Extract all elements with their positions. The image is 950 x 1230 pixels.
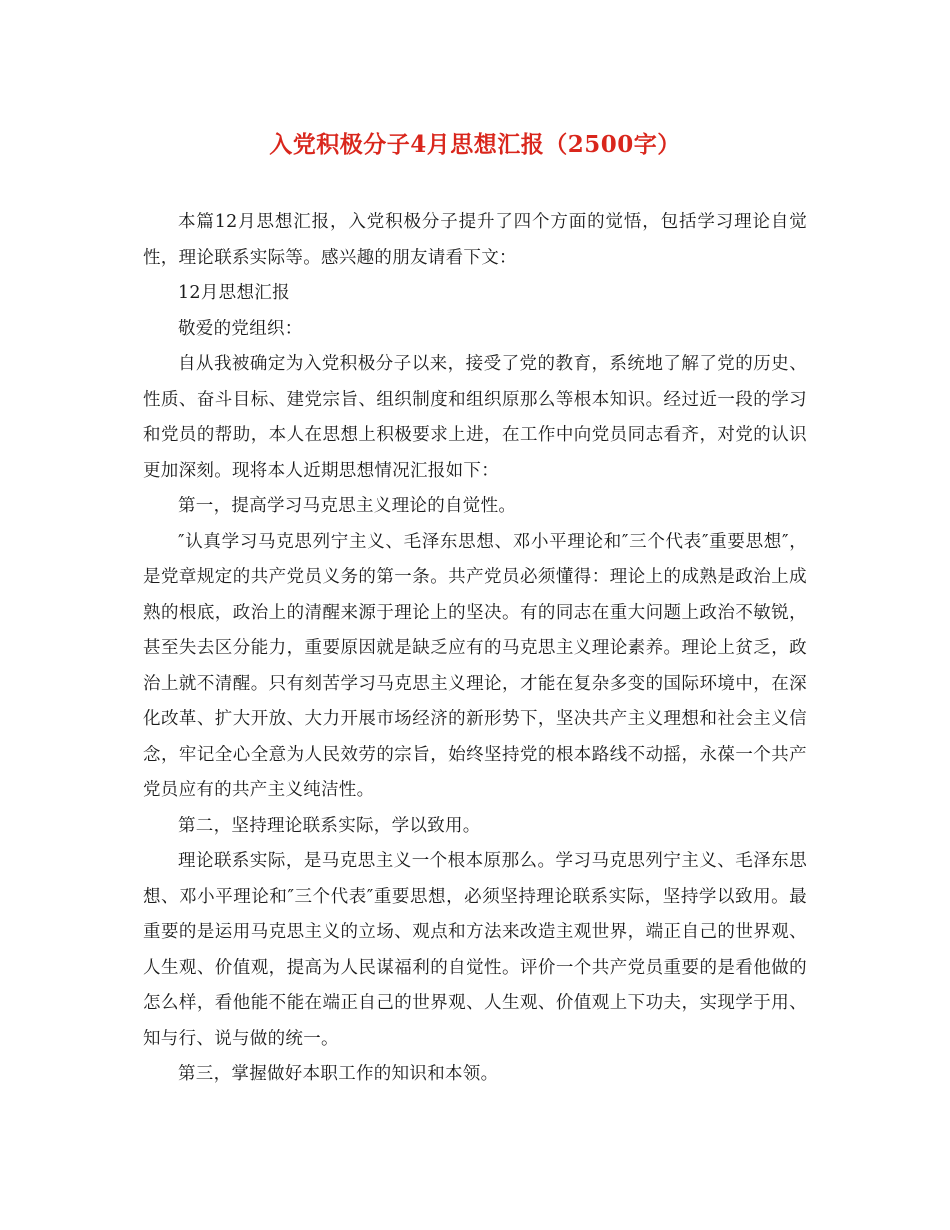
point-one-heading: 第一，提高学习马克思主义理论的自觉性。 <box>178 496 517 516</box>
intro-paragraph: 本篇12月思想汇报，入党积极分子提升了四个方面的觉悟，包括学习理论自觉性，理论联系实际等。感兴趣的朋友请看下文： <box>143 212 807 268</box>
point-two-paragraph: 理论联系实际，是马克思主义一个根本原那么。学习马克思列宁主义、毛泽东思想、邓小平理论和″三个代表″重要思想，必须坚持理论联系实际，坚持学以致用。最重要的是运用马克思主义的立场、观点和方法来改造主观世界，端正自己的世界观、人生观、价值观，提高为人民谋福利的自觉性。评价一个共产党员重要的是看他做的怎么样，看他能不能在端正自己的世界观、人生观、价值观上下功夫，实现学于用、知与行、说与做的统一。 <box>143 851 807 1049</box>
point-two-heading: 第二，坚持理论联系实际，学以致用。 <box>178 815 481 836</box>
salutation: 敬爱的党组织： <box>178 318 303 339</box>
report-heading: 12月思想汇报 <box>178 283 290 303</box>
opening-paragraph: 自从我被确定为入党积极分子以来，接受了党的教育，系统地了解了党的历史、性质、奋斗目标、建党宗旨、组织制度和组织原那么等根本知识。经过近一段的学习和党员的帮助，本人在思想上积极要求上进，在工作中向党员同志看齐，对党的认识更加深刻。现将本人近期思想情况汇报如下： <box>143 354 807 481</box>
point-one-paragraph: ″认真学习马克思列宁主义、毛泽东思想、邓小平理论和″三个代表″重要思想″，是党章规定的共产党员义务的第一条。共产党员必须懂得：理论上的成熟是政治上成熟的根底，政治上的清醒来源于理论上的坚决。有的同志在重大问题上政治不敏锐，甚至失去区分能力，重要原因就是缺乏应有的马克思主义理论素养。理论上贫乏，政治上就不清醒。只有刻苦学习马克思主义理论，才能在复杂多变的国际环境中，在深化改革、扩大开放、大力开展市场经济的新形势下，坚决共产主义理想和社会主义信念，牢记全心全意为人民效劳的宗旨，始终坚持党的根本路线不动摇，永葆一个共产党员应有的共产主义纯洁性。 <box>143 531 807 800</box>
document-title: 入党积极分子4月思想汇报（2500字） <box>269 131 681 158</box>
point-three-heading: 第三，掌握做好本职工作的知识和本领。 <box>178 1064 499 1084</box>
document-body <box>143 205 807 1093</box>
